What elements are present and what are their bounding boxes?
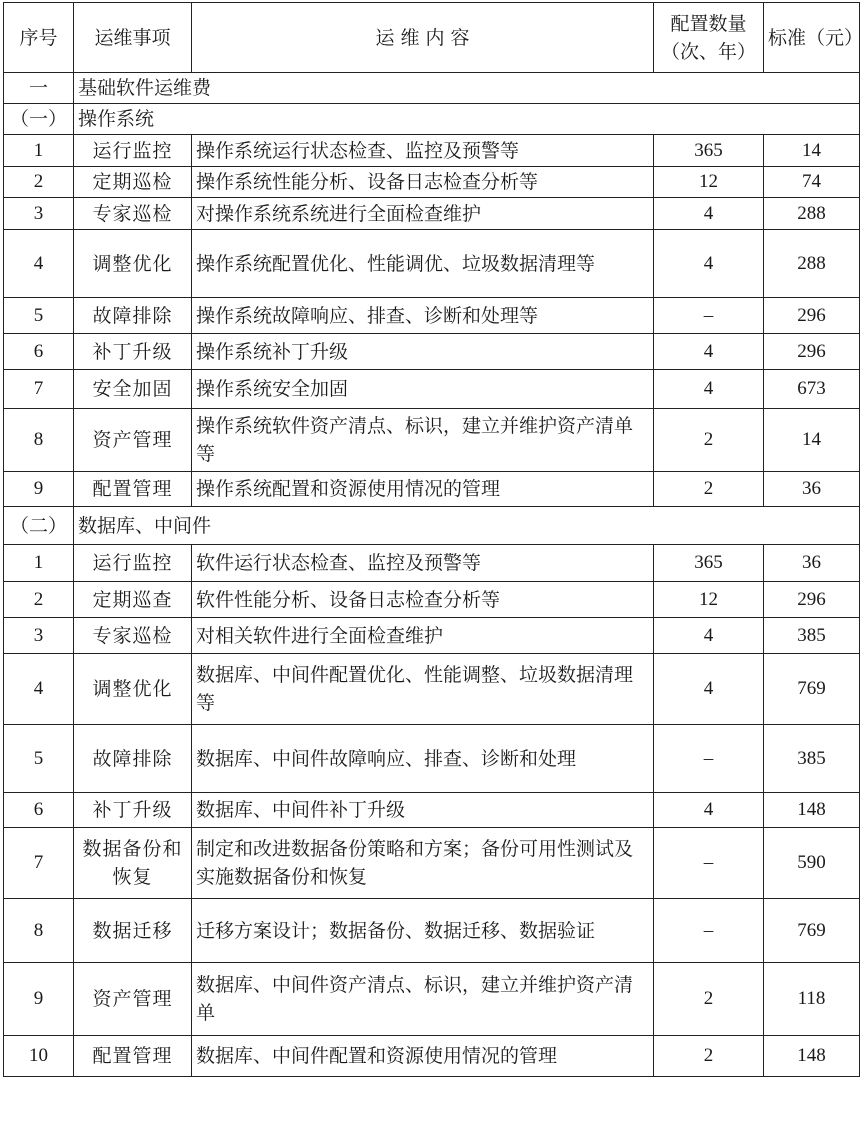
table-row: [4, 725, 860, 793]
row-seq: 5: [4, 725, 74, 793]
row-price: 288: [764, 230, 860, 298]
row-price: 148: [764, 1036, 860, 1077]
row-seq: 3: [4, 198, 74, 230]
subsection-row-os: [4, 104, 860, 135]
row-seq: 7: [4, 370, 74, 409]
row-qty: 4: [654, 370, 764, 409]
row-qty: 2: [654, 409, 764, 472]
header-content: 运 维 内 容: [192, 3, 654, 73]
section-seq: 一: [4, 73, 74, 104]
row-qty: 2: [654, 963, 764, 1036]
row-item: 运行监控: [74, 545, 192, 582]
row-seq: 4: [4, 654, 74, 725]
row-qty: 4: [654, 654, 764, 725]
row-seq: 6: [4, 793, 74, 828]
row-seq: 9: [4, 963, 74, 1036]
row-content: 操作系统配置优化、性能调优、垃圾数据清理等: [192, 230, 654, 298]
row-content: 数据库、中间件配置优化、性能调整、垃圾数据清理等: [192, 654, 654, 725]
row-price: 296: [764, 334, 860, 370]
subsection-title: 操作系统: [74, 104, 860, 135]
row-item: 资产管理: [74, 409, 192, 472]
table-row: [4, 1036, 860, 1077]
table-row: [4, 899, 860, 963]
row-seq: 8: [4, 899, 74, 963]
os-rows: [4, 135, 860, 507]
row-item: 数据迁移: [74, 899, 192, 963]
table-row: [4, 582, 860, 618]
subsection-title: 数据库、中间件: [74, 507, 860, 545]
row-qty: –: [654, 899, 764, 963]
row-content: 操作系统配置和资源使用情况的管理: [192, 472, 654, 507]
row-content: 数据库、中间件资产清点、标识，建立并维护资产清单: [192, 963, 654, 1036]
row-item: 专家巡检: [74, 618, 192, 654]
row-qty: 2: [654, 1036, 764, 1077]
row-qty: 4: [654, 793, 764, 828]
row-item: 数据备份和恢复: [74, 828, 192, 899]
row-price: 590: [764, 828, 860, 899]
row-price: 769: [764, 899, 860, 963]
row-qty: 4: [654, 198, 764, 230]
row-price: 36: [764, 545, 860, 582]
row-item: 补丁升级: [74, 334, 192, 370]
row-item: 定期巡检: [74, 167, 192, 198]
subsection-row-db: [4, 507, 860, 545]
row-qty: 365: [654, 135, 764, 167]
row-item: 故障排除: [74, 298, 192, 334]
row-content: 迁移方案设计；数据备份、数据迁移、数据验证: [192, 899, 654, 963]
table-row: [4, 334, 860, 370]
table-header-row: [4, 3, 860, 73]
row-item: 专家巡检: [74, 198, 192, 230]
row-item: 安全加固: [74, 370, 192, 409]
row-item: 调整优化: [74, 230, 192, 298]
row-content: 操作系统性能分析、设备日志检查分析等: [192, 167, 654, 198]
row-item: 配置管理: [74, 472, 192, 507]
row-price: 74: [764, 167, 860, 198]
table-row: [4, 167, 860, 198]
row-content: 操作系统运行状态检查、监控及预警等: [192, 135, 654, 167]
row-seq: 2: [4, 582, 74, 618]
row-qty: 365: [654, 545, 764, 582]
table-row: [4, 618, 860, 654]
row-item: 资产管理: [74, 963, 192, 1036]
row-seq: 10: [4, 1036, 74, 1077]
section-title: 基础软件运维费: [74, 73, 860, 104]
row-seq: 3: [4, 618, 74, 654]
row-item: 定期巡查: [74, 582, 192, 618]
table-row: [4, 370, 860, 409]
row-qty: 4: [654, 334, 764, 370]
section-row-top: [4, 73, 860, 104]
row-price: 288: [764, 198, 860, 230]
row-price: 385: [764, 725, 860, 793]
subsection-seq: （一）: [4, 104, 74, 135]
row-content: 操作系统故障响应、排查、诊断和处理等: [192, 298, 654, 334]
row-price: 296: [764, 298, 860, 334]
row-price: 296: [764, 582, 860, 618]
row-content: 软件运行状态检查、监控及预警等: [192, 545, 654, 582]
row-content: 制定和改进数据备份策略和方案；备份可用性测试及实施数据备份和恢复: [192, 828, 654, 899]
row-content: 数据库、中间件配置和资源使用情况的管理: [192, 1036, 654, 1077]
row-seq: 5: [4, 298, 74, 334]
row-price: 14: [764, 409, 860, 472]
row-content: 软件性能分析、设备日志检查分析等: [192, 582, 654, 618]
row-seq: 4: [4, 230, 74, 298]
row-content: 对相关软件进行全面检查维护: [192, 618, 654, 654]
row-seq: 2: [4, 167, 74, 198]
table-row: [4, 198, 860, 230]
row-item: 故障排除: [74, 725, 192, 793]
table-row: [4, 135, 860, 167]
subsection-seq: （二）: [4, 507, 74, 545]
row-seq: 9: [4, 472, 74, 507]
row-content: 操作系统安全加固: [192, 370, 654, 409]
row-seq: 1: [4, 135, 74, 167]
table-row: [4, 828, 860, 899]
row-qty: 2: [654, 472, 764, 507]
row-item: 配置管理: [74, 1036, 192, 1077]
row-seq: 6: [4, 334, 74, 370]
row-qty: –: [654, 298, 764, 334]
table-row: [4, 793, 860, 828]
row-qty: 12: [654, 582, 764, 618]
table-row: [4, 963, 860, 1036]
row-price: 769: [764, 654, 860, 725]
table-row: [4, 409, 860, 472]
row-content: 数据库、中间件故障响应、排查、诊断和处理: [192, 725, 654, 793]
row-price: 14: [764, 135, 860, 167]
row-qty: 4: [654, 230, 764, 298]
row-price: 36: [764, 472, 860, 507]
row-seq: 8: [4, 409, 74, 472]
row-qty: –: [654, 725, 764, 793]
header-qty: 配置数量（次、年）: [654, 3, 764, 73]
table-row: [4, 230, 860, 298]
table-row: [4, 654, 860, 725]
maintenance-fee-table: [3, 2, 864, 1077]
row-price: 673: [764, 370, 860, 409]
db-rows: [4, 545, 860, 1077]
table-row: [4, 472, 860, 507]
row-content: 操作系统补丁升级: [192, 334, 654, 370]
row-qty: 4: [654, 618, 764, 654]
row-seq: 1: [4, 545, 74, 582]
table-row: [4, 298, 860, 334]
row-price: 148: [764, 793, 860, 828]
row-item: 补丁升级: [74, 793, 192, 828]
header-seq: 序号: [4, 3, 74, 73]
header-item: 运维事项: [74, 3, 192, 73]
row-price: 118: [764, 963, 860, 1036]
row-qty: –: [654, 828, 764, 899]
row-content: 数据库、中间件补丁升级: [192, 793, 654, 828]
row-price: 385: [764, 618, 860, 654]
row-seq: 7: [4, 828, 74, 899]
row-content: 对操作系统系统进行全面检查维护: [192, 198, 654, 230]
row-item: 调整优化: [74, 654, 192, 725]
header-price: 标准（元）: [764, 3, 860, 73]
table-row: [4, 545, 860, 582]
row-content: 操作系统软件资产清点、标识，建立并维护资产清单等: [192, 409, 654, 472]
row-item: 运行监控: [74, 135, 192, 167]
row-qty: 12: [654, 167, 764, 198]
